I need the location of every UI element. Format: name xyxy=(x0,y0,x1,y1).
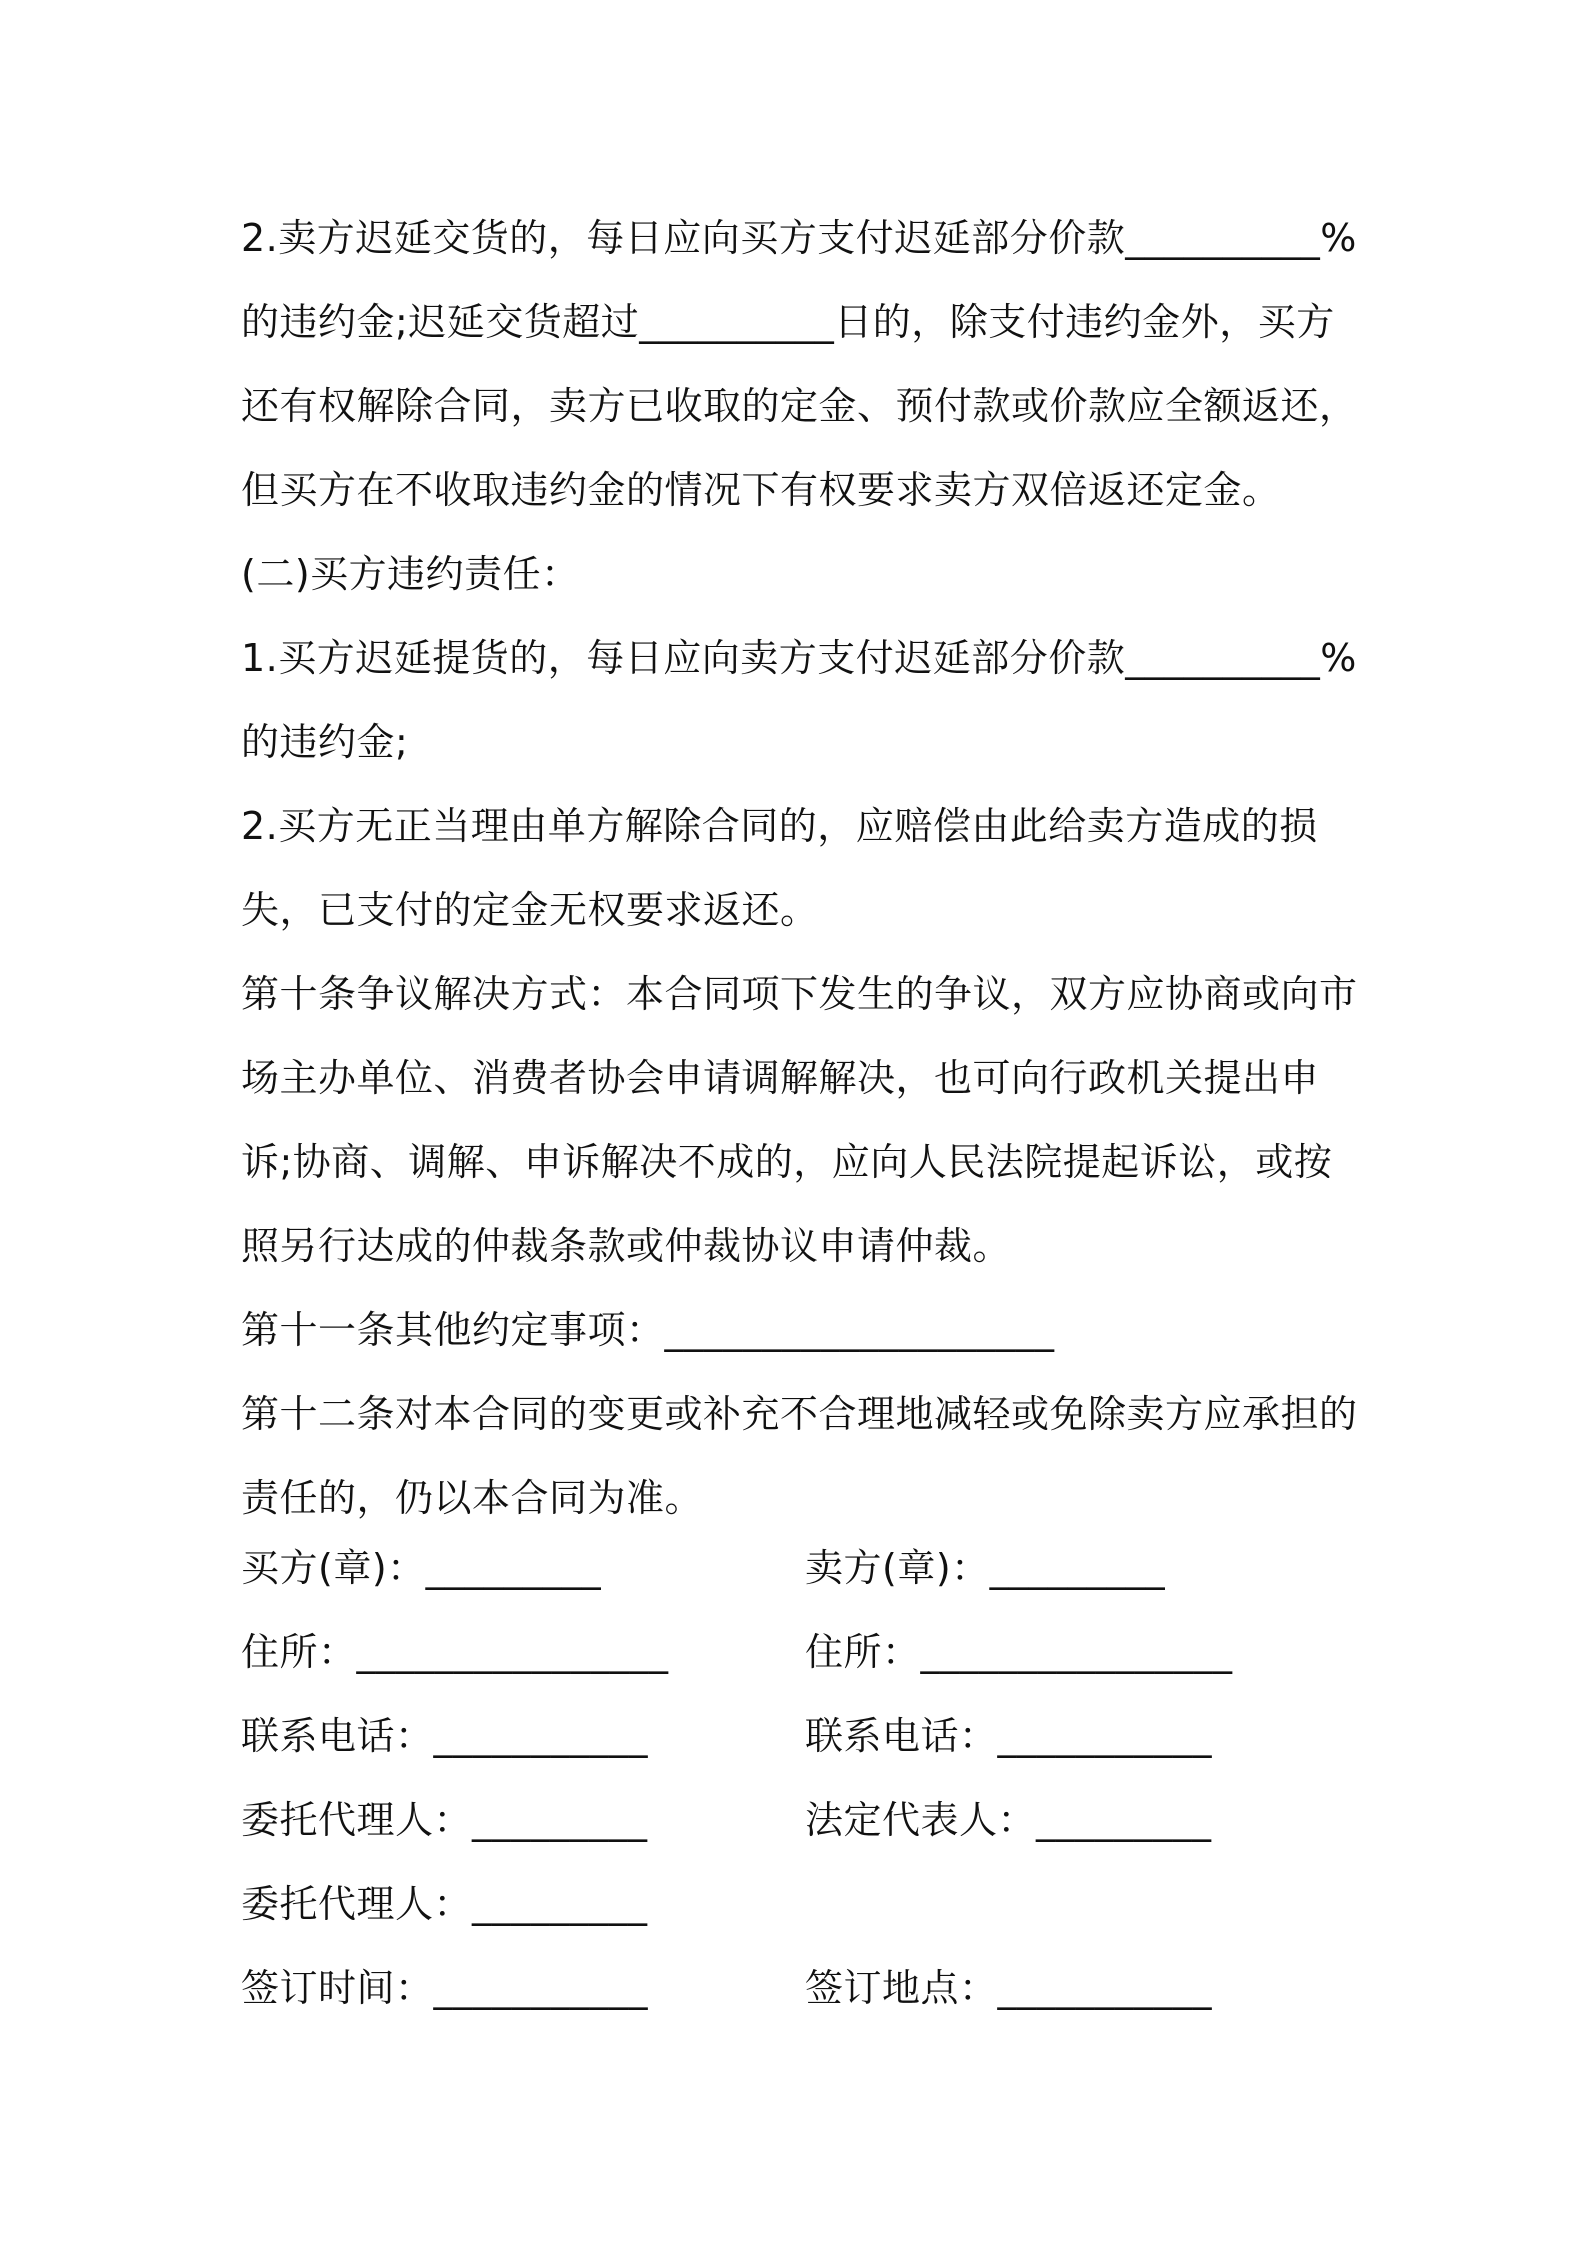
section-buyer-liability-heading: (二)买方违约责任： xyxy=(241,552,580,596)
signing-place-field: 签订地点：___________ xyxy=(805,1966,1213,2010)
clause-seller-late-delivery: 2.卖方迟延交货的，每日应向买方支付迟延部分价款__________%的违约金;迟延交货超过__________日的，除支付违约金外，买方还有权解除合同，卖方已收取的定金、预付款或价款应全额返还，但买方在不收取违约金的情况下有权要求卖方双倍返还定金。 xyxy=(241,216,1358,512)
clause-buyer-late-pickup: 1.买方迟延提货的，每日应向卖方支付迟延部分价款__________%的违约金; xyxy=(241,636,1357,764)
buyer-agent-field: 委托代理人：_________ xyxy=(241,1798,648,1842)
clause-buyer-termination: 2.买方无正当理由单方解除合同的，应赔偿由此给卖方造成的损失，已支付的定金无权要求返还。 xyxy=(241,804,1318,932)
signature-row xyxy=(241,1610,1361,1694)
buyer-phone-field: 联系电话：___________ xyxy=(241,1714,649,1758)
buyer-seal-field: 买方(章)：_________ xyxy=(241,1546,602,1590)
article-10-dispute-resolution: 第十条争议解决方式：本合同项下发生的争议，双方应协商或向市场主办单位、消费者协会申请调解解决，也可向行政机关提出申诉;协商、调解、申诉解决不成的，应向人民法院提起诉讼，或按照另行达成的仲裁条款或仲裁协议申请仲裁。 xyxy=(241,972,1358,1268)
signature-row xyxy=(241,1778,1361,1862)
signature-row xyxy=(241,1862,1361,1946)
empty-cell xyxy=(805,1862,1361,1946)
article-11-other-matters: 第十一条其他约定事项：____________________ xyxy=(241,1308,1055,1352)
seller-address-field: 住所：________________ xyxy=(805,1630,1233,1674)
signature-block xyxy=(241,1526,1361,2030)
article-12-amendments: 第十二条对本合同的变更或补充不合理地减轻或免除卖方应承担的责任的，仍以本合同为准。 xyxy=(241,1392,1358,1520)
contract-body xyxy=(241,196,1361,1540)
signing-date-field: 签订时间：___________ xyxy=(241,1966,649,2010)
signature-row xyxy=(241,1694,1361,1778)
signature-row xyxy=(241,1946,1361,2030)
signature-row xyxy=(241,1526,1361,1610)
seller-legal-representative-field: 法定代表人：_________ xyxy=(805,1798,1212,1842)
seller-seal-field: 卖方(章)：_________ xyxy=(805,1546,1166,1590)
buyer-agent-field-2: 委托代理人：_________ xyxy=(241,1882,648,1926)
buyer-address-field: 住所：________________ xyxy=(241,1630,669,1674)
seller-phone-field: 联系电话：___________ xyxy=(805,1714,1213,1758)
